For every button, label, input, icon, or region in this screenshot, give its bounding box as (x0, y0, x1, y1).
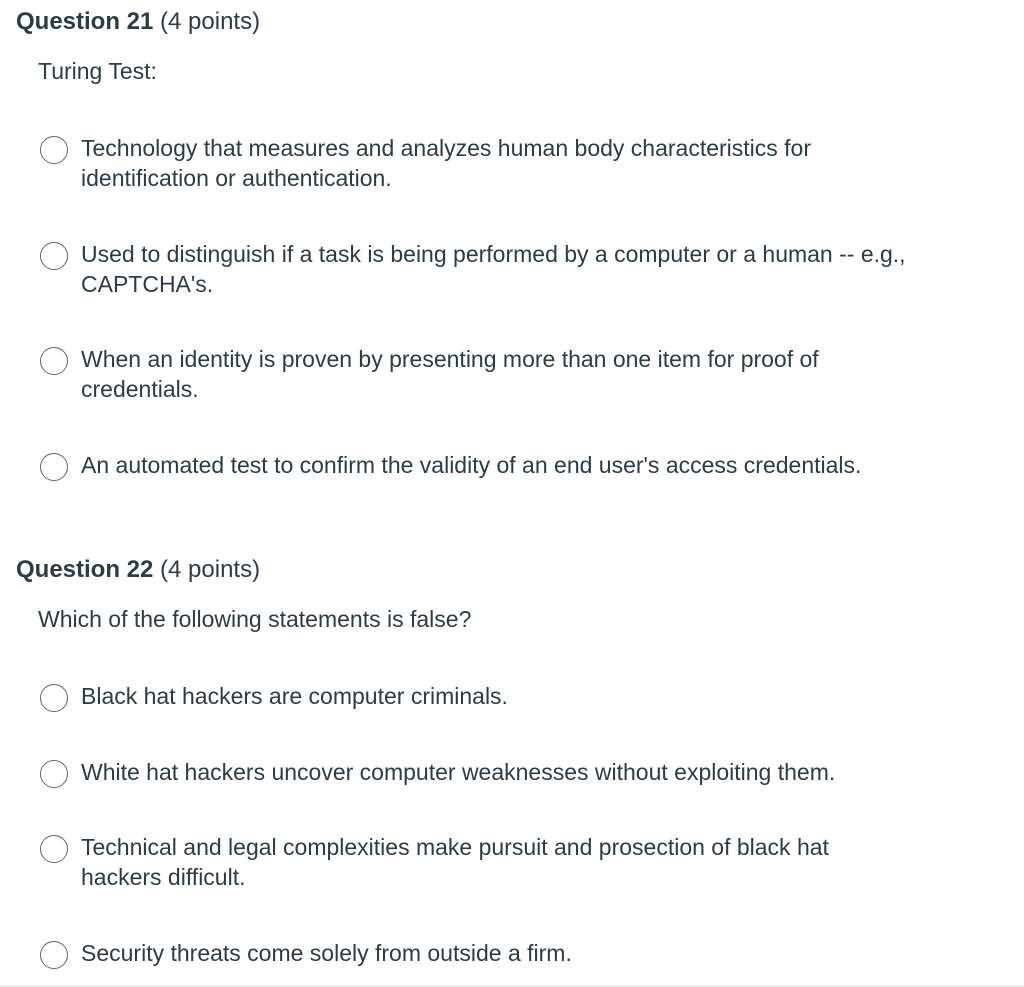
question-points: (4 points) (160, 8, 261, 35)
answer-option-label: Black hat hackers are computer criminals. (81, 683, 508, 709)
answer-option-label: Used to distinguish if a task is being performed by a computer or a human -- e.g., CAPTCHA's. (81, 241, 906, 297)
answer-option-label: Technical and legal complexities make pursuit and prosection of black hat hackers difficult. (81, 834, 829, 890)
question-points: (4 points) (160, 556, 261, 583)
radio-button[interactable] (40, 136, 68, 164)
question-header (16, 7, 260, 37)
radio-button[interactable] (40, 760, 68, 788)
answer-option-label: When an identity is proven by presenting more than one item for proof of credentials. (81, 346, 819, 402)
radio-button[interactable] (40, 242, 68, 270)
radio-button[interactable] (40, 347, 68, 375)
question-prompt: Which of the following statements is false? (38, 606, 472, 632)
answer-option-label: An automated test to confirm the validity of an end user's access credentials. (81, 452, 862, 478)
radio-button[interactable] (40, 941, 68, 969)
answer-option-label: Technology that measures and analyzes human body characteristics for identification or authentication. (81, 135, 812, 191)
question-title: Question 22 (16, 556, 154, 583)
radio-button[interactable] (40, 835, 68, 863)
question-title: Question 21 (16, 8, 154, 35)
radio-button[interactable] (40, 453, 68, 481)
question-header (16, 555, 260, 585)
answer-option-label: White hat hackers uncover computer weaknesses without exploiting them. (81, 759, 836, 785)
radio-button[interactable] (40, 684, 68, 712)
answer-option-label: Security threats come solely from outside a firm. (81, 940, 572, 966)
question-prompt: Turing Test: (38, 58, 157, 84)
